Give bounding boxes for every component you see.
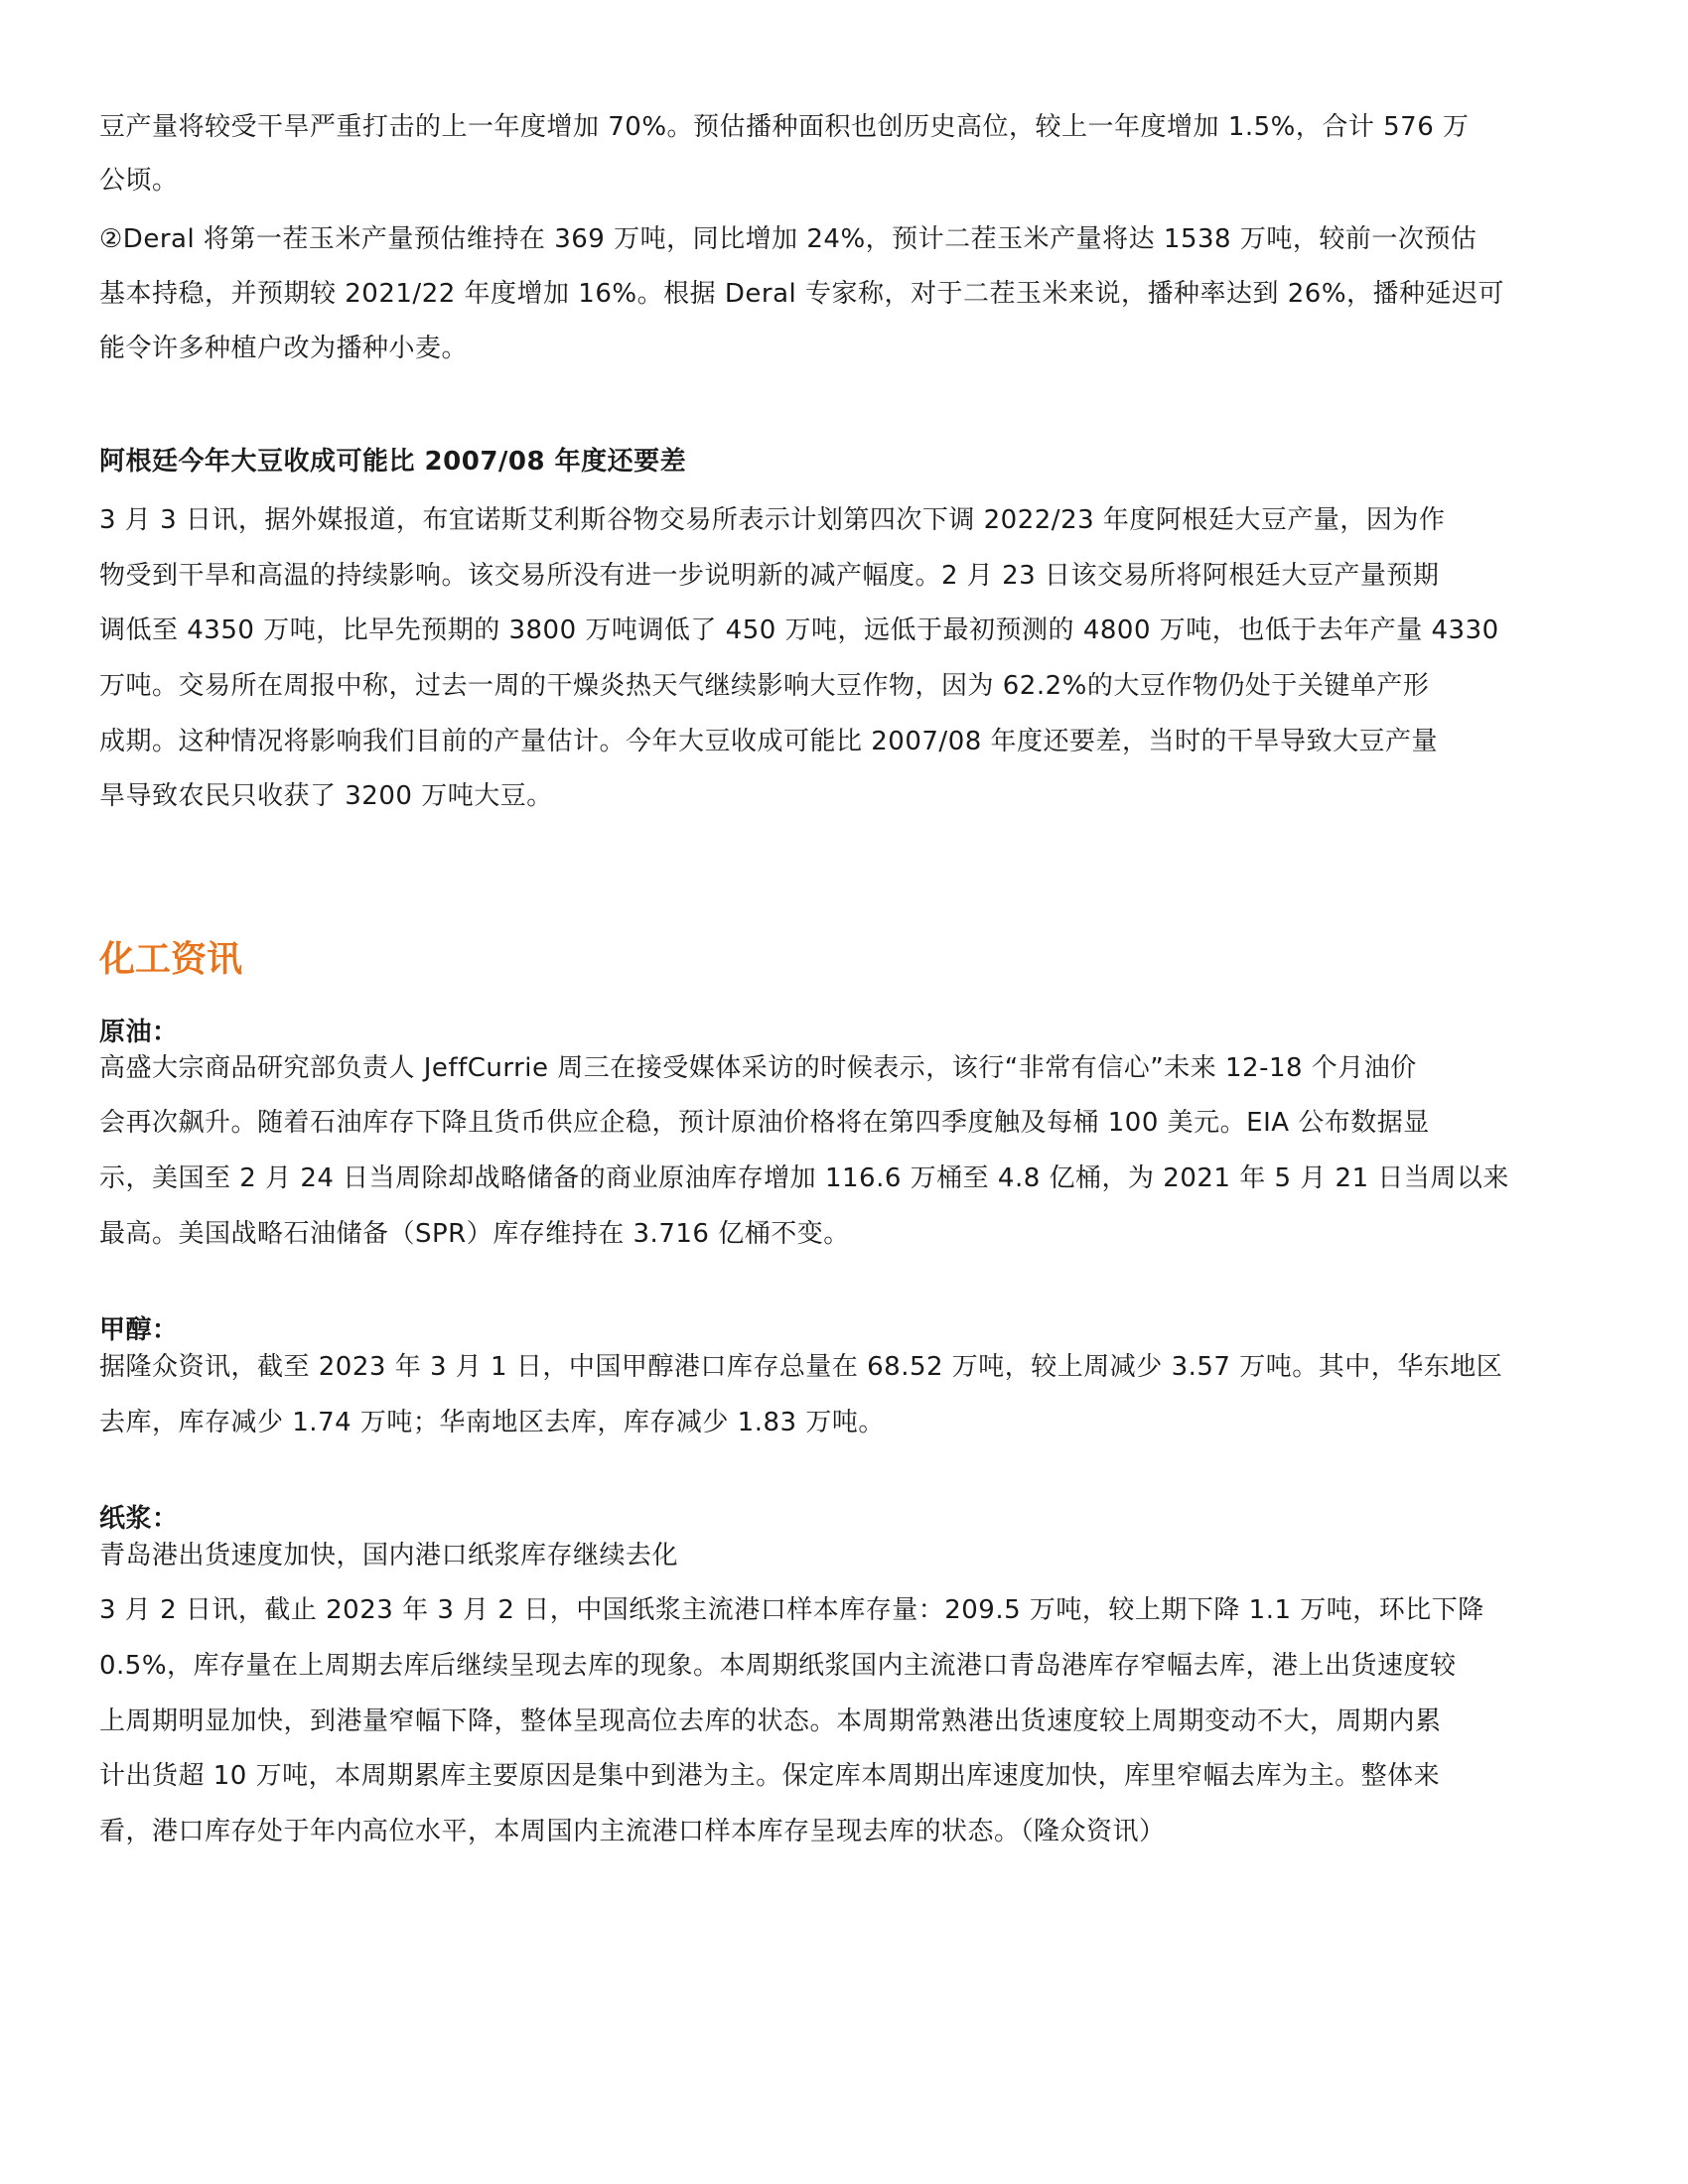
text-line: 旱导致农民只收获了 3200 万吨大豆。 [99,781,553,811]
text-line: 去库，库存减少 1.74 万吨；华南地区去库，库存减少 1.83 万吨。 [99,1408,885,1437]
text-line: 据隆众资讯，截至 2023 年 3 月 1 日，中国甲醇港口库存总量在 68.52 万吨，较上周减少 3.57 万吨。其中，华东地区 [99,1352,1503,1382]
text-line: 物受到干旱和高温的持续影响。该交易所没有进一步说明新的减产幅度。2 月 23 日该交易所将阿根廷大豆产量预期 [99,561,1440,591]
text-line: 会再次飙升。随着石油库存下降且货币供应企稳，预计原油价格将在第四季度触及每桶 100 美元。EIA 公布数据显 [99,1108,1430,1138]
argentina-heading: 阿根廷今年大豆收成可能比 2007/08 年度还要差 [99,447,687,477]
text-line: 豆产量将较受干旱严重打击的上一年度增加 70%。预估播种面积也创历史高位，较上一年度增加 1.5%，合计 576 万 [99,112,1470,142]
text-line: 高盛大宗商品研究部负责人 JeffCurrie 周三在接受媒体采访的时候表示，该行“非常有信心”未来 12-18 个月油价 [99,1053,1417,1083]
text-line: 计出货超 10 万吨，本周期累库主要原因是集中到港为主。保定库本周期出库速度加快，库里窄幅去库为主。整体来 [99,1761,1441,1791]
methanol-heading: 甲醇： [99,1315,179,1345]
pulp-subheading: 青岛港出货速度加快，国内港口纸浆库存继续去化 [99,1541,679,1570]
pulp-heading: 纸浆： [99,1504,179,1534]
text-line: 最高。美国战略石油储备（SPR）库存维持在 3.716 亿桶不变。 [99,1219,850,1249]
text-line: 3 月 3 日讯，据外媒报道，布宜诺斯艾利斯谷物交易所表示计划第四次下调 2022/23 年度阿根廷大豆产量，因为作 [99,505,1446,535]
text-line: 0.5%，库存量在上周期去库后继续呈现去库的现象。本周期纸浆国内主流港口青岛港库存窄幅去库，港上出货速度较 [99,1651,1457,1681]
text-line: 3 月 2 日讯，截止 2023 年 3 月 2 日，中国纸浆主流港口样本库存量：209.5 万吨，较上期下降 1.1 万吨，环比下降 [99,1595,1484,1625]
text-line: 能令许多种植户改为播种小麦。 [99,334,469,363]
crude-heading: 原油： [99,1018,179,1047]
text-line: 万吨。交易所在周报中称，过去一周的干燥炎热天气继续影响大豆作物，因为 62.2%的大豆作物仍处于关键单产形 [99,671,1430,701]
text-line: 公顷。 [99,166,179,196]
text-line: ②Deral 将第一茬玉米产量预估维持在 369 万吨，同比增加 24%，预计二茬玉米产量将达 1538 万吨，较前一次预估 [99,224,1477,254]
section-title-chem: 化工资讯 [99,939,243,980]
text-line: 看，港口库存处于年内高位水平，本周国内主流港口样本库存呈现去库的状态。（隆众资讯） [99,1817,1166,1846]
text-line: 调低至 4350 万吨，比早先预期的 3800 万吨调低了 450 万吨，远低于最初预测的 4800 万吨，也低于去年产量 4330 [99,615,1499,645]
text-line: 示，美国至 2 月 24 日当周除却战略储备的商业原油库存增加 116.6 万桶至 4.8 亿桶，为 2021 年 5 月 21 日当周以来 [99,1163,1509,1193]
text-line: 基本持稳，并预期较 2021/22 年度增加 16%。根据 Deral 专家称，对于二茬玉米来说，播种率达到 26%，播种延迟可 [99,279,1505,309]
text-line: 上周期明显加快，到港量窄幅下降，整体呈现高位去库的状态。本周期常熟港出货速度较上周期变动不大，周期内累 [99,1706,1442,1736]
text-line: 成期。这种情况将影响我们目前的产量估计。今年大豆收成可能比 2007/08 年度还要差，当时的干旱导致大豆产量 [99,727,1439,756]
